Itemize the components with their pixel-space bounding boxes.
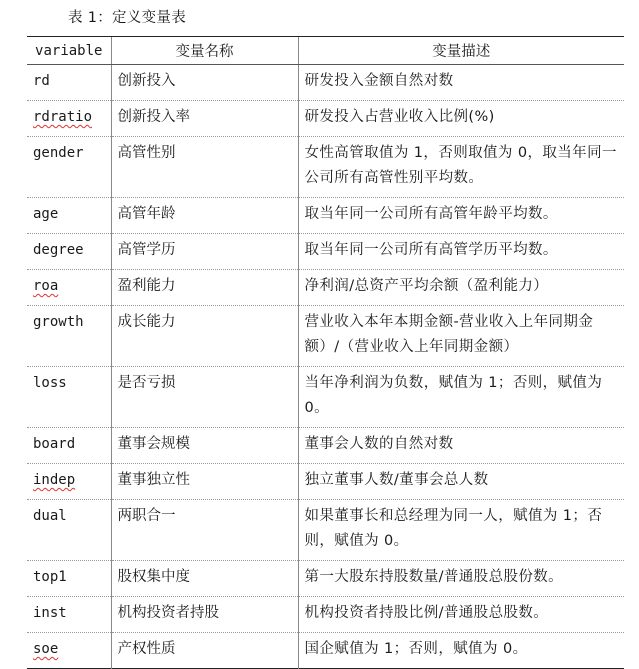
table-caption: 表 1：定义变量表 bbox=[68, 10, 187, 26]
variable-description: 第一大股东持股数量/普通股总股份数。 bbox=[298, 561, 624, 597]
variable-description: 净利润/总资产平均余额（盈利能力） bbox=[298, 270, 624, 306]
table-row bbox=[27, 137, 624, 198]
table-row bbox=[27, 198, 624, 234]
variable-description: 女性高管取值为 1，否则取值为 0，取当年同一公司所有高管性别平均数。 bbox=[298, 137, 624, 198]
header-variable: variable bbox=[27, 37, 111, 65]
variable-name: 产权性质 bbox=[111, 633, 298, 669]
variable-name: 是否亏损 bbox=[111, 367, 298, 428]
variable-code: degree bbox=[33, 242, 84, 258]
variable-name: 成长能力 bbox=[111, 306, 298, 367]
variable-code: growth bbox=[33, 314, 84, 330]
variable-code: gender bbox=[33, 145, 84, 161]
variable-name: 董事独立性 bbox=[111, 464, 298, 500]
variable-code: rd bbox=[33, 73, 50, 89]
variable-description: 独立董事人数/董事会总人数 bbox=[298, 464, 624, 500]
table-row bbox=[27, 633, 624, 669]
variable-code: board bbox=[33, 436, 76, 452]
table-row bbox=[27, 101, 624, 137]
table-row bbox=[27, 561, 624, 597]
variable-code: dual bbox=[33, 508, 67, 524]
table-row bbox=[27, 597, 624, 633]
variable-code: indep bbox=[33, 472, 76, 488]
table-row bbox=[27, 306, 624, 367]
variable-description: 国企赋值为 1；否则，赋值为 0。 bbox=[298, 633, 624, 669]
header-variable-name: 变量名称 bbox=[111, 37, 298, 65]
variable-description: 董事会人数的自然对数 bbox=[298, 428, 624, 464]
variable-description: 机构投资者持股比例/普通股总股数。 bbox=[298, 597, 624, 633]
variable-code: soe bbox=[33, 641, 59, 657]
variable-description: 营业收入本年本期金额-营业收入上年同期金额）/（营业收入上年同期金额） bbox=[298, 306, 624, 367]
variable-name: 高管学历 bbox=[111, 234, 298, 270]
variable-description: 当年净利润为负数，赋值为 1；否则，赋值为 0。 bbox=[298, 367, 624, 428]
table-row bbox=[27, 428, 624, 464]
variable-code: loss bbox=[33, 375, 67, 391]
variable-name: 董事会规模 bbox=[111, 428, 298, 464]
variable-description: 研发投入金额自然对数 bbox=[298, 65, 624, 101]
header-variable-description: 变量描述 bbox=[298, 37, 624, 65]
variable-name: 股权集中度 bbox=[111, 561, 298, 597]
variable-definition-table bbox=[27, 36, 624, 669]
table-row bbox=[27, 270, 624, 306]
variable-code: age bbox=[33, 206, 59, 222]
variable-code: top1 bbox=[33, 569, 67, 585]
variable-description: 取当年同一公司所有高管学历平均数。 bbox=[298, 234, 624, 270]
variable-description: 取当年同一公司所有高管年龄平均数。 bbox=[298, 198, 624, 234]
variable-code: rdratio bbox=[33, 109, 93, 125]
variable-name: 盈利能力 bbox=[111, 270, 298, 306]
variable-name: 机构投资者持股 bbox=[111, 597, 298, 633]
table-row bbox=[27, 234, 624, 270]
variable-name: 高管性别 bbox=[111, 137, 298, 198]
variable-description: 如果董事长和总经理为同一人，赋值为 1；否则，赋值为 0。 bbox=[298, 500, 624, 561]
variable-code: inst bbox=[33, 605, 67, 621]
variable-name: 创新投入率 bbox=[111, 101, 298, 137]
table-row bbox=[27, 464, 624, 500]
variable-name: 高管年龄 bbox=[111, 198, 298, 234]
variable-description: 研发投入占营业收入比例(%) bbox=[298, 101, 624, 137]
variable-name: 创新投入 bbox=[111, 65, 298, 101]
table-row bbox=[27, 500, 624, 561]
variable-name: 两职合一 bbox=[111, 500, 298, 561]
table-header-row bbox=[27, 37, 624, 65]
table-row bbox=[27, 367, 624, 428]
table-row bbox=[27, 65, 624, 101]
variable-code: roa bbox=[33, 278, 59, 294]
